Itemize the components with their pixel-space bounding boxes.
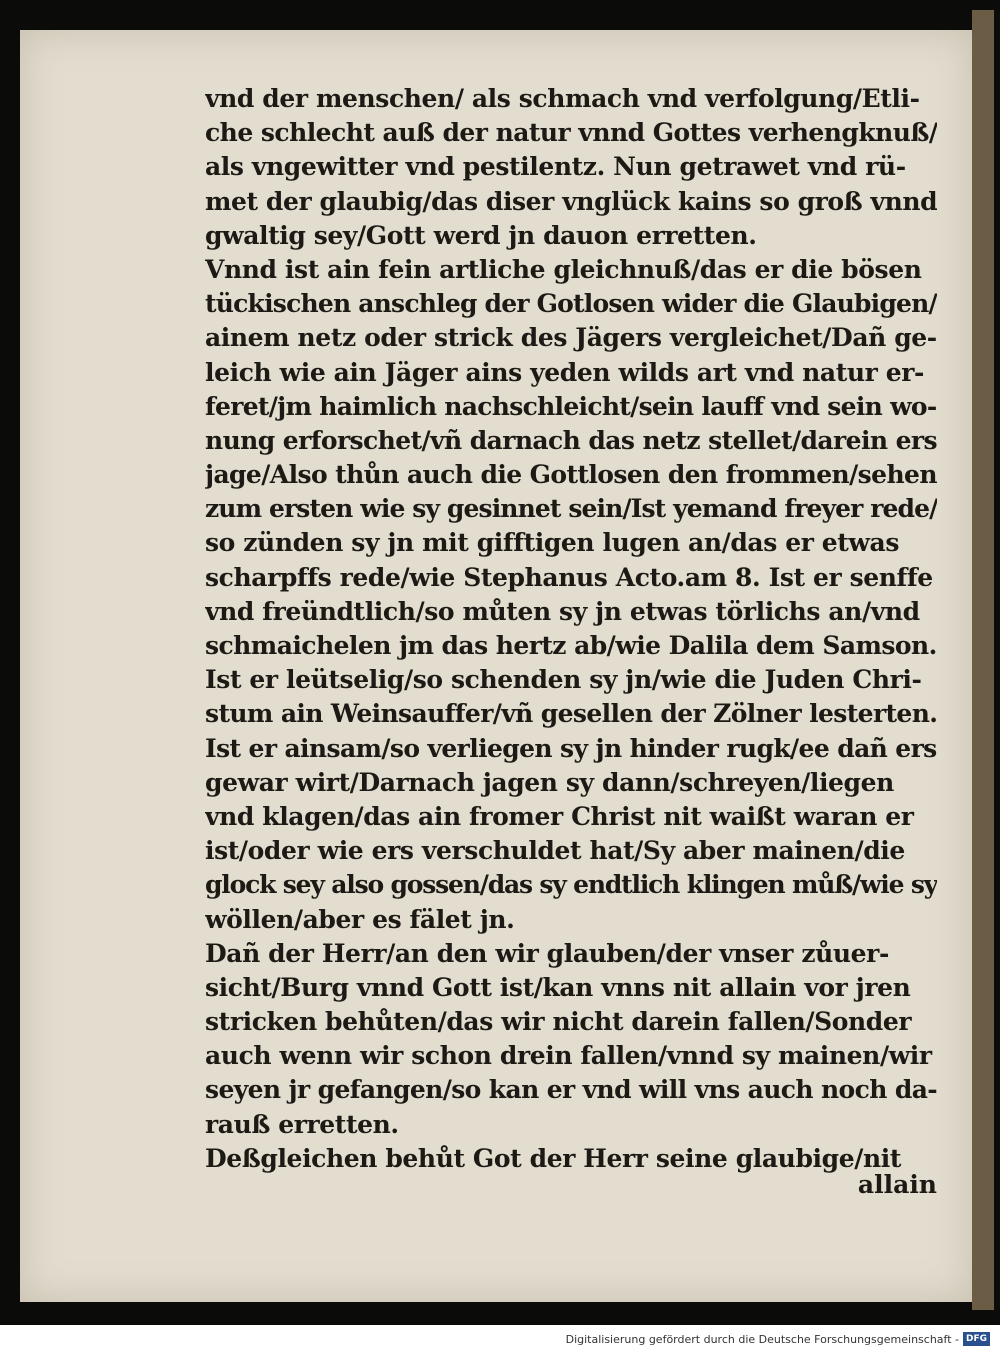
text-line: glock sey also gossen/das sy endtlich klingen můß/wie sy bbox=[205, 870, 937, 900]
footer-credit-text: Digitalisierung gefördert durch die Deutsche Forschungsgemeinschaft - bbox=[565, 1332, 959, 1346]
text-line: Vnnd ist ain fein artliche gleichnuß/das er die bösen bbox=[205, 254, 922, 284]
text-line: als vngewitter vnd pestilentz. Nun getrawet vnd rü‑ bbox=[205, 152, 906, 182]
book-page bbox=[20, 30, 972, 1302]
text-line: Deßgleichen behůt Got der Herr seine glaubige/nit bbox=[205, 1143, 901, 1173]
text-line: sicht/Burg vnnd Gott ist/kan vnns nit allain vor jren bbox=[205, 972, 911, 1002]
text-line: zum ersten wie sy gesinnet sein/Ist yemand freyer rede/ bbox=[205, 494, 937, 524]
text-line: vnd der menschen/ als schmach vnd verfolgung/Etli‑ bbox=[205, 84, 920, 113]
text-line: gewar wirt/Darnach jagen sy dann/schreyen/liegen bbox=[205, 767, 894, 797]
text-line: seyen jr gefangen/so kan er vnd will vns auch noch da‑ bbox=[205, 1075, 937, 1105]
text-line: nung erforschet/vñ darnach das netz stellet/darein ers bbox=[205, 425, 937, 455]
text-line: wöllen/aber es fälet jn. bbox=[205, 904, 515, 934]
text-line: ainem netz oder strick des Jägers vergleichet/Dañ ge‑ bbox=[205, 323, 937, 353]
text-line: vnd klagen/das ain fromer Christ nit waißt waran er bbox=[205, 801, 914, 831]
page-text bbox=[205, 82, 937, 1176]
text-line: Ist er ainsam/so verliegen sy jn hinder rugk/ee dañ ers bbox=[205, 733, 937, 763]
text-line: stum ain Weinsauffer/vñ gesellen der Zölner lesterten. bbox=[205, 699, 937, 729]
text-line: feret/jm haimlich nachschleicht/sein lauff vnd sein wo‑ bbox=[205, 391, 937, 421]
text-line: Dañ der Herr/an den wir glauben/der vnser zůuer‑ bbox=[205, 938, 889, 968]
text-line: met der glaubig/das diser vnglück kains so groß vnnd bbox=[205, 186, 937, 216]
dfg-logo: DFG bbox=[963, 1332, 990, 1346]
text-line: ist/oder wie ers verschuldet hat/Sy aber mainen/die bbox=[205, 836, 905, 866]
text-line: tückischen anschleg der Gotlosen wider die Glaubigen/ bbox=[205, 289, 937, 319]
page-edge bbox=[972, 10, 994, 1310]
text-line: schmaichelen jm das hertz ab/wie Dalila dem Samson. bbox=[205, 631, 937, 660]
footer-credit-bar bbox=[0, 1325, 1000, 1353]
text-line: auch wenn wir schon drein fallen/vnnd sy mainen/wir bbox=[205, 1041, 932, 1071]
text-line: Ist er leütselig/so schenden sy jn/wie die Juden Chri‑ bbox=[205, 665, 922, 695]
text-line: so zünden sy jn mit gifftigen lugen an/das er etwas bbox=[205, 528, 900, 558]
text-line: jage/Also thůn auch die Gottlosen den frommen/sehen bbox=[205, 460, 937, 490]
text-line: leich wie ain Jäger ains yeden wilds art vnd natur er‑ bbox=[205, 357, 924, 387]
text-line: scharpffs rede/wie Stephanus Acto.am 8. Ist er senffe bbox=[205, 562, 933, 592]
catchword: allain bbox=[857, 1170, 937, 1199]
text-line: gwaltig sey/Gott werd jn dauon erretten. bbox=[205, 220, 757, 250]
text-line: che schlecht auß der natur vnnd Gottes verhengknuß/ bbox=[205, 118, 937, 148]
text-line: stricken behůten/das wir nicht darein fallen/Sonder bbox=[205, 1007, 912, 1037]
text-line: rauß erretten. bbox=[205, 1109, 399, 1139]
text-line: vnd freündtlich/so můten sy jn etwas törlichs an/vnd bbox=[205, 596, 920, 626]
